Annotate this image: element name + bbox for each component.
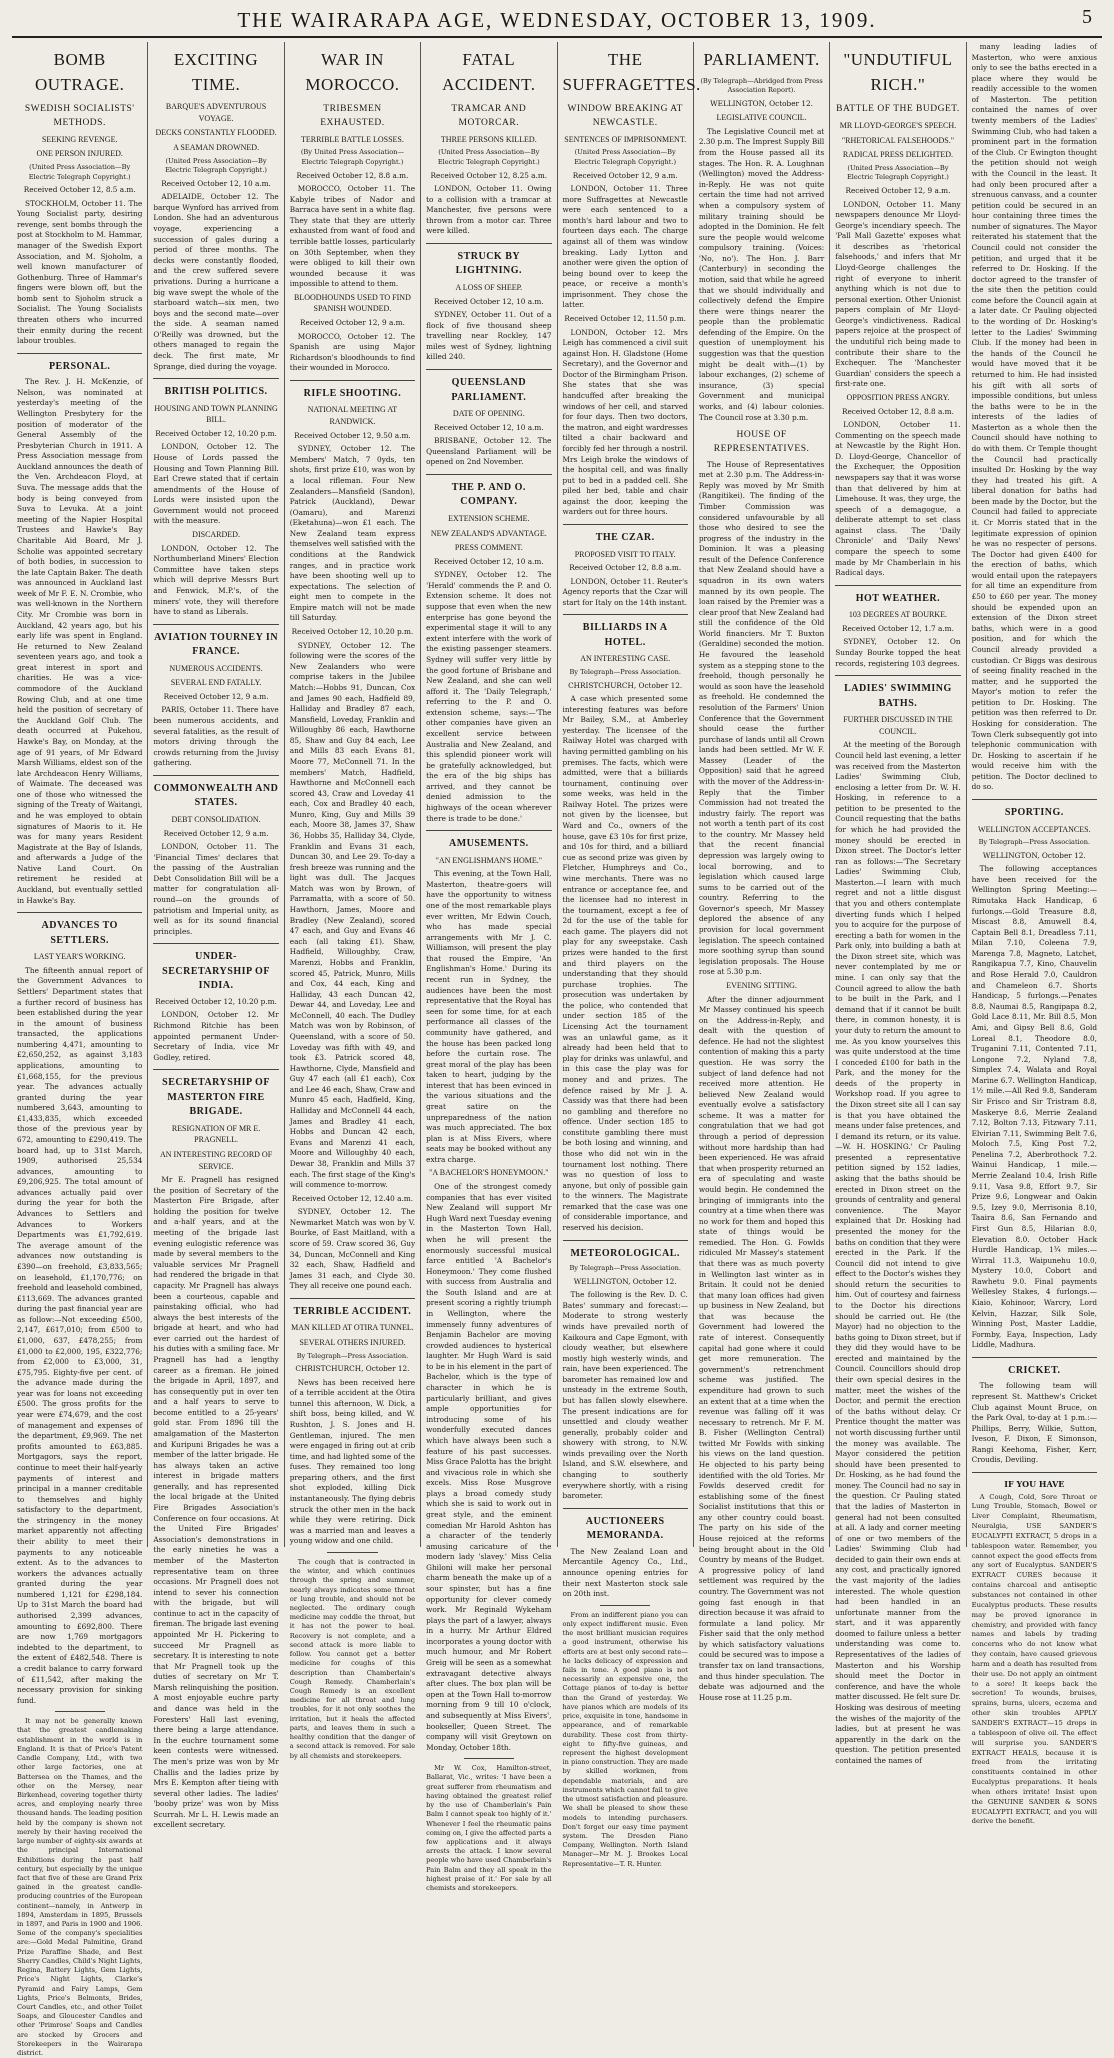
subhead: WINDOW BREAKING AT NEWCASTLE. — [567, 104, 683, 129]
subhead: LAST YEAR'S WORKING. — [33, 952, 126, 962]
credit-line: (By Telegraph—Abridged from Press Association Report). — [700, 76, 823, 95]
article-text: SYDNEY, October 12. The following were the scores of the New Zealanders who were comprise takers in the Jubilee Match:—Hobbs 91, Duncan, Cox and James 90 each, Hadfield 89, Halliday and Bradley 87 each, Mansfield, Loveday, Franklin and Willoughby 86 each, Hawthorne 85, Shaw and Guy 84 each, Lee and Mills 83 each Evans 81, Moore 77, McConnell 71. In the members' Match, Hadfield, Hawthorne and McConnell each scored 43, Craw and Loveday 41 each, Cox and Bradley 40 each, Munro, King, Guy and Mills 39 each, Moore 38, James 37, Shaw 36, Hobbs 35, Halliday 34, Clyde, Franklin and Evans 31 each, Duncan 30, and Lee 29. To-day a fresh breeze was running and the light was dull. The Jacques Match was won by Brown, of Parramatta, with a score of 50. Hawthorn, James, Moore and Bradley (New Zealand), scored 47 each, and Guy and Evans 46 each (all taking £1). Shaw, Hadfield, Willoughby, Craw, Marenzi, Hobbs and Franklin, scored 45, Patrick, Munro, Mills and Cox, 44 each, King and Halliday, 43 each Duncan 42, Dewar 44, and Loveday, Lee and McConnell, 40 each. The Dudley Match was won by Robinson, of Queensland, with a score of 50. Loveday was fifth with 49, and took £3. Patrick scored 48, Hawthorne, Clyde, Mansfield and Guy 47 each (all £1 each), Cox and Lee 46 each, Shaw, Craw and Munro 45 each, Hadfield, King, Halliday and McConnell 44 each, James and Bradley 41 each, Hobbs and Duncan 42 each, Evans and Marenzi 41 each, Moore and Willoughby 40 each, Dewar 38, Franklin and Mills 37 each. The first stage of the King's will commence to-morrow. — [289, 640, 416, 1190]
advertisement-text: Mr W. Cox, Hamilton-street, Ballarat, Vic., writes: 'I have been a great sufferer from rheumatism and having obtained the greatest relief by the use of Chamberlain's Pain Balm I cannot speak too highly of it.' Whenever I feel the rheumatic pains coming on, I give the affected parts a few applications and it always arrests the attack. I know several people who have used Chamberlain's Pain Balm and they all speak in the highest praise of it.' For sale by all chemists and storekeepers. — [426, 1764, 552, 1893]
headline-undutiful-rich: "UNDUTIFUL RICH." — [843, 50, 953, 94]
credit-line: (United Press Association—By Electric Telegraph Copyright.) — [437, 148, 540, 166]
subhead: AN INTERESTING RECORD OF SERVICE. — [159, 1149, 273, 1171]
headline-rifle-shooting: RIFLE SHOOTING. — [303, 387, 402, 399]
subhead: LEGISLATIVE COUNCIL. — [716, 113, 807, 123]
article-text: At the meeting of the Borough Council held last evening, a letter was received from the Masterton Ladies' Swimming Club, enclosing a letter from Dr. W. H. Hosking, in reference to a petition to be presented to the Council requesting that the baths for which he had provided the money should be erected in Dixon street. The Doctor's letter ran as follows:—'The Secretary Ladies' Swimming Club, Masterton.—I learn with much regret and not a little disgust that you and others contemplate diverting funds which I helped you to acquire for the purpose of erecting a bath for women in the Park only, into building a bath at the Dixon street site, which was never contemplated by me or mine. I can only say that the Council agreed to allow the bath to be built in the Park, and I demand that if it cannot be built there, in common honesty, it is your duty to return the amount to me. As you know yourselves this was quite understood at the time I conceded £100 for bath in the Park, and the money for the deeds of the property in Workshop road. If you agree to the Dixon street site all I can say is that you have obtained the means under false pretences, and I demand its return, or its value.—W. H. HOSKING.' Cr Pauling presented a representative petition signed by 152 ladies, asking that the baths should be erected in Dixon street on the grounds of centrality and general convenience. The Mayor explained that Dr. Hosking had presented the money for the baths on condition that they were erected in the Park. If the Council did not intend to give effect to the Doctor's wishes they should return the securities to him. Out of courtesy and fairness to the Doctor his directions should be carried out. He (the Mayor) had no objection to the baths going to Dixon street, but if they did they would have to be erected and maintained by the Council. Councillors should drop their own special desires in the matter, meet the wishes of the Doctor, and permit the erection of the baths without delay. Cr Prentice thought the matter was not worth discussing further until the money was available. The Mayor considered the petition should have been presented to Dr. Hosking, as he had found the money. The Council had no say in the question. Cr Pauling stated that the ladies of Masterton in general had not been consulted at all. A lady and corner meeting of one or two members of the Ladies' Swimming Club had decided to gain their own ends at any cost, and practically ignored the vast majority of the ladies interested. The whole question had been handled in an unfortunate manner from the start, and it was apparently doomed to failure unless a better understanding was come to. Representatives of the ladies of Masterton and his Worship should meet the Doctor in conference, and have the whole matter discussed. He felt sure Dr. Hosking was desirous of meeting the wishes of the majority of the ladies, but at present he was apparently in the dark on the question. The petition presented contained the names of — [835, 740, 961, 1765]
subhead: NUMEROUS ACCIDENTS. — [169, 663, 263, 673]
dateline: Received October 12, 10 a.m. — [434, 556, 544, 566]
article-text: A case which presented some interesting features was before Mr Bailey, S.M., at Amberley yesterday. The licensee of the Railway Hotel was charged with having permitted gambling on his premises. The facts, which were admitted, were that a billiards tournament, continuing over some weeks, was held in the Railway Hotel. The prizes were not given by the licensee, but Ward and Co., owners of the house, gave £3 10s for first prize, and 10s for third, and a billiard cue as second prize was given by Fletcher, Humphreys and Co., wine merchants. There was no entrance or acceptance fee, and the licensee had no interest in the tournament, except a fee of 2d for the use of the table for each game. The players did not play for any sweepstake. Cash prizes were handed to the first and third players on the understanding that they should purchase trophies. The prosecution was undertaken by the police, who contended that under section 185 of the Licensing Act the tournament was an unlawful game, as it already had been held that to play for drinks was unlawful, and in this case the play was for money and and prizes. The defence raised by Mr J. A. Cassidy was that there had been no gambling and therefore no offence. Under section 185 to constitute gambling there must be both losing and winning, and those who did not win in the tournament lost nothing. There was no question of loss to anyone, but only of possible gain to the winners. The Magistrate remarked that the case was one of considerable importance, and reserved his decision. — [562, 694, 688, 1233]
article-text-continued: many leading ladies of Masterton, who were anxious only to see the baths erected in a place where they would be readily accessible to the women of Masterton. The petition contained the names of over twenty members of the Ladies' Swimming Club, who had taken a prominent part in the formation of the Club. Cr Ewington thought the petition should not weigh with the Council in the least. It had only been procured after a strenuous canvass, and a counter petition could be secured in an hour containing three times the number of signatures. The Mayor reiterated his statement that the Council could not consider the petition, and urged that it be referred to Dr. Hosking. If the doctor agreed to the transfer of the site then the petition could come before the Council again at a later date. Cr Pauling objected to the wording of Dr. Hosking's letter to the Ladies' Swimming Club. If the money had been in the hands of the Council he would have moved that it be returned to him. He had insisted his gift with all sorts of impossible conditions, but unless the baths were to be in the interests of the ladies of Masterton as a whole then the Council should have nothing to do with them. Cr Temple thought the Council had practically insulted Dr. Hosking by the way they had treated his gift. A liberal donation for baths had been made by the Doctor, but the Council had failed to appreciate it. Cr Morris stated that in the legitimate expression of opinion he was no respecter of persons. The Doctor had given £400 for the erection of baths, which would entail upon the ratepayers for all time an expenditure from £50 to £60 per year. The money should be expended upon an extension of the Dixon street baths, which were in a good position, and for which the Council already provided a custodian. Cr Biggs was desirous of seeing finality reached in the matter, and he supported the Mayor's motion to refer the petition to Dr. Hosking. The petition was then referred to Dr. Hosking for consideration. The Town Clerk subsequently got into telephonic communication with Dr. Hosking to ascertain if he would receive him with the petition. The Doctor declined to do so. — [971, 42, 1097, 792]
divider — [426, 830, 551, 831]
article-text: SYDNEY, October 12. The Members' Match, 7 0yds, ten shots, first prize £10, was won by a local rifleman. Four New Zealanders—Mansfield (Sandon), Patrick (Auckland), Dewar (Oamaru), and Marenzi (Eketahuna)—won £1 each. The New Zealand team express themselves well satisfied with the conditions at the Randwick ranges, and in practice work have been shooting well up to expectations. The selection of eight men to compete in the Empire match will not be made till Saturday. — [289, 444, 416, 623]
headline-p-and-o-company: THE P. AND O. COMPANY. — [451, 481, 526, 508]
subhead: MAN KILLED AT OTIRA TUNNEL. — [291, 1323, 414, 1333]
subhead: OPPOSITION PRESS ANGRY. — [846, 392, 950, 402]
headline-personal: PERSONAL. — [48, 360, 111, 372]
subhead: DECKS CONSTANTLY FLOODED. — [155, 128, 277, 138]
article-text: LONDON, October 12. Mrs Leigh has commenced a civil suit against Hon. H. Gladstone (Home Secretary), and the Governor and Doctor of the Birmingham Prison. She states that she was handcuffed after breaking the windows of her cell, and starved for four days. Then two doctors, the matron, and eight wardresses tilted a chair backward and forcibly fed her through a nostril. Mrs Leigh broke the windows of the hospital cell, and was finally put to bed in a padded cell. She piled her bed, table and chair against the door, keeping the warders out for three hours. — [562, 327, 688, 517]
divider — [972, 799, 1097, 800]
headline-ladies-swimming-baths: LADIES' SWIMMING BATHS. — [844, 683, 952, 709]
column-4 — [421, 42, 557, 1893]
article-text: After the dinner adjournment Mr Massey continued his speech on the Address-in-Reply, and dealt with the question of defence. He had not the slightest contention of making this a party question. He was sorry the subject of land defence had not received more attention. He believed New Zealand would eventually evolve a satisfactory scheme. It was a matter for congratulation that we had got through a period of depression without more hardship than had been experienced. He was afraid that when prosperity returned an era of speculating and waste would begin. He condemned the bringing of immigrants into the country at a time when there was no work for them and hoped this state of things would be remedied. The Hon. G. Fowlds ridiculed Mr Massey's statement that there was as much poverty in Wellington last winter as in Britain. It could not be denied that many loan offices had given up business in New Zealand, but that was because the Government had lowered the rate of interest. Consequently capital had gone where it could get more remuneration. The government's retrenchment scheme was justified. The expenditure had grown to such an extent that at a time when the revenue was falling off it was necessary to retrench. Mr F. M. B. Fisher (Wellington Central) twitted Mr Fowlds with sinking his views on the land question. He objected to his party being identified with the old Tories. Mr Fowlds deserved credit for establishing some of the finest Socialist institutions that this or any other country could boast. The party on his side of the House rejoiced at the reforms being brought about in the Old Country by means of the Budget. A progressive policy of land settlement was required by the country. The Government was not going fast enough in that direction because it was afraid to formulate a land policy. Mr Fisher said that the only method by which satisfactory valuations could be secured was to impose a transfer tax on land transactions, and thus hinder speculation. The debate was adjourned and the House rose at 11.25 p.m. — [698, 994, 825, 1702]
divider — [972, 1472, 1097, 1473]
credit-line: By Telegraph—Press Association. — [569, 668, 681, 676]
subhead: EXTENSION SCHEME. — [448, 513, 530, 523]
headline-sporting: SPORTING. — [1004, 807, 1064, 819]
subhead: DEBT CONSOLIDATION. — [171, 814, 261, 824]
subhead: ONE PERSON INJURED. — [36, 149, 123, 159]
subhead: MR LLOYD-GEORGE'S SPEECH. — [839, 121, 957, 131]
headline-the-czar: THE CZAR. — [595, 532, 655, 543]
divider — [972, 1357, 1097, 1358]
dateline: Received October 12, 10.20 p.m. — [291, 627, 414, 637]
article-text: The following acceptances have been received for the Wellington Spring Meeting:— Rimutaka Hack Handicap, 6 furlongs.—Gold Treasure 8.8, Miscast 8.8, Amuwell 8.4, Captain Bell 8.1, Dreadless 7.11, Milan 7.10, Coleena 7.9, Marenga 7.8, Magneto, Latchet, Rangikapua 7.7, Kino, Chauvelin and Rose Herald 7.0, Cauldron and Chameleon 6.7. Shorts Handicap, 5 furlongs.—Penates 8.8, Naumai 8.5, Rangipapa 8.2, Gold Lace 8.11, Mr. Bill 8.5, Mon Ami, and Gipsy Bell 8.6, Gold Loreal 8.1, Theodore 8.0, Truganini 7.11, Contented 7.11, Longone 7.2, Nyland 7.8, Simplex 7.4, Walata and Royal Marine 6.7. Wellington Handicap, 1½ mile.—All Red 9.8, Sanderam Sir Frisco and Sir Tristram 8.8, Maskerye 8.6, Merrie Zealand 7.12, Bolton 7.13, Fitzwary 7.11, Elvirian 7.11, Swimming Belt 7.6, Moloch 7.5, King Post 7.2, Penelina 7.2, Aberbrothock 7.2. Wainui Handicap, 1 mile.—Merrie Zealand 10.4, Irish Rifle 9.11, Vasa 9.8, Effort 9.7, Sir Prize 9.6, Longwear and Oakin 9.5, Izey 9.0, Merrisonia 8.10, Taaira 8.6, San Fernando and First Gun 8.5, Hilarian 8.0, Elevation 8.0. October Hack Hurdle Handicap, 1¾ miles.—Wirral 11.3, Waipunehu 10.0, Mystery 10.0, Cobort and Rawhetu 9.0. Final payments Wellesley Stakes, 4 furlongs.—Kiaio, Kohinoor, Warcry, Lord Kelvin, Hazzar, Silk Sole, Winning Post, Master Laddie, Formby, Eaya, Inspection, Lady Liddle, Madhura. — [971, 864, 1097, 1350]
article-text: One of the strongest comedy companies that has ever visited New Zealand will support Mr Hugh Ward next Tuesday evening in the Masterton Town Hall, when he will present the enormously successful musical farce entitled 'A Bachelor's Honeymoon.' They come flushed with success from Australia and the South Island and are at present scoring a rightly triumph in Wellington, where the immensely funny adventures of Benjamin Bachelor are moving crowded audiences to hysterical laughter. Mr Hugh Ward is said to be in his element in the part of Bachelor, which is the type of character in which he is particularly brilliant, and gives ample opportunities for introducing some of his wonderfully executed dances which have always been such a feature of his past successes. Miss Grace Palotta has the bright and vivacious role in which she excels. Miss Rose Musgrove plays a broad comedy study which she is said to work out in great style, and the eminent comedian Mr Harold Ashton has a character of the tenderly amusing caricature of the modern lady 'slavey.' Miss Celia Ghiloni will make her personal charm beneath the make up of a sour spinster, but has a fine opportunity for clever comedy work. Mr Reginald Wykeham plays the part of a lawyer, always in a hurry. Mr Arthur Eldred incorporates a young doctor with much humour, and Mr Robert Greig will be seen as a somewhat extravagant detective always after clues. The box plan will be open at the Town Hall to-morrow morning from 9 till 10 o'clock, and subsequently at Miss Eivers', bookseller, Queen Street. The company will visit Greytown on Monday, October 18th. — [426, 1182, 552, 1752]
subhead: "RHETORICAL FALSEHOODS." — [841, 135, 955, 145]
dateline: Received October 12, 11.50 p.m. — [564, 314, 686, 324]
subhead: EVENING SITTING. — [726, 980, 797, 990]
subhead: THREE PERSONS KILLED. — [440, 134, 537, 144]
subhead: NATIONAL MEETING AT RANDWICK. — [307, 405, 398, 427]
article-text: MOROCCO, October 11. The Kabyle tribes of Nador and Barraca have sent in a white flag. They state that they are utterly exhausted from want of food and terrible battle losses, particularly on 30th September, when they were obliged to kill their own wounded because it was impossible to attend to them. — [289, 184, 416, 289]
headline-amusements: AMUSEMENTS. — [448, 838, 529, 850]
article-text: SYDNEY, October 12. The Newmarket Match was won by V. Bourke, of East Maitland, with a score of 59. Craw scored 36, Guy 34, Duncan, McConnell and King 32 each, Shaw, Hadfield and James 31 each, and Clyde 30. They all receive one pound each. — [289, 1207, 416, 1291]
subhead: TRIBESMEN EXHAUSTED. — [320, 104, 385, 129]
column-6 — [694, 42, 830, 1702]
headline-terrible-accident: TERRIBLE ACCIDENT. — [293, 1305, 412, 1317]
advertisement-text: The cough that is contracted in the winter, and which continues through the spring and summer, nearly always indicates some throat or lung trouble, and should not be neglected. The ordinary cough medicine may coddle the throat, but it has not the power to heal. Recovery is not complete, and a second attack is more liable to follow. You cannot get a better medicine for coughs of this description than Chamberlain's Cough Remedy. Chamberlain's Cough Remedy is an excellent medicine for all throat and lung troubles, for it not only soothes the irritation, but it heals the affected parts, and leaves them in such a healthy condition that the danger of a second attack is removed. For sale by all chemists and storekeepers. — [289, 1557, 416, 1760]
dateline: Received October 12, 10 a.m. — [161, 178, 271, 188]
subhead: SEEKING REVENGE. — [41, 134, 118, 144]
divider — [835, 675, 960, 676]
headline-cricket: CRICKET. — [1008, 1364, 1061, 1376]
divider — [55, 1711, 105, 1712]
subhead: TRAMCAR AND MOTORCAR. — [451, 104, 527, 129]
article-text: SYDNEY, October 12. The 'Herald' commends the P. and O. Extension scheme. It does not suppose that even when the new enterprise has gone beyond the experimental stage it will to any extent interfere with the work of the existing passenger steamers. Sydney will suffer very little by the good fortune of Brisbane and New Zealand, and she can well afford it. The 'Daily Telegraph,' referring to the P. and O. extension scheme, says:—'The other companies have given an excellent service between Australia and New Zealand, and this splendid pioneer work will be gratefully acknowledged, but the era of the big ships has arrived, and they cannot be denied admission to the highways of the ocean wherever there is trade to be done.' — [426, 570, 552, 823]
article-text: LONDON, October 12. Mr Richmond Ritchie has been appointed permanent Under-Secretary of India, vice Mr Godley, retired. — [153, 1010, 279, 1062]
article-text: LONDON, October 11. Three more Suffragettes at Newcastle were each sentenced to a month's hard labour and two to fourteen days each. The charge against all of them was window breaking. Lady Lytton and another were given the option of being bound over to keep the peace, or receive a month's imprisonment. They chose the latter. — [562, 184, 688, 310]
dateline: Received October 12, 9 a.m. — [845, 185, 951, 195]
subhead: "AN ENGLISHMAN'S HOME." — [435, 855, 543, 865]
divider — [600, 1605, 650, 1606]
headline-exciting-time: EXCITING TIME. — [173, 50, 259, 94]
article-text: LONDON, October 11. Commenting on the speech made at Newcastle by the Right Hon. D. Lloyd-George, Chancellor of the Exchequer, the Opposition newspapers say that it was worse than that delivered by him at Limehouse. It was, they urge, the speech of a demagogue, a deliberate attempt to set class against class. The 'Daily Chronicle' and 'Daily News' compare the speech to some made by Mr Chamberlain in his Radical days. — [835, 420, 961, 578]
subhead: WELLINGTON ACCEPTANCES. — [978, 824, 1091, 834]
subhead: DATE OF OPENING. — [452, 409, 525, 419]
headline-queensland-parliament: QUEENSLAND PARLIAMENT. — [451, 377, 527, 403]
dateline: Received October 12, 8.25 a.m. — [430, 170, 548, 180]
dateline: CHRISTCHURCH, October 12. — [568, 680, 683, 690]
article-text: This evening, at the Town Hall, Masterton, theatre-goers will have the opportunity to witness one of the most remarkable plays ever written, Mr Edwin Couch, who has made special arrangements with Mr J. C. Williamson, will present the play that roused the Empire, 'An Englishman's Home.' During its recent run in Sydney, the audiences have been the most representative that the Royal has seen for some time, for at each performance all classes of the community have gathered, and the house has been packed long before the curtain rose. The great moral of the play has been taken to heart, judging by the interest that has been evinced in the various situations and the great satire on the unpreparedness of the nation was much appreciated. The box plan is at Miss Eivers, where seats may be booked without any extra charge. — [426, 869, 552, 1164]
column-5 — [558, 42, 701, 1868]
headline-bomb-outrage: BOMB OUTRAGE. — [34, 50, 125, 94]
divider — [563, 614, 688, 615]
headline-house-of-representatives: HOUSE OF REPRESENTATIVES. — [713, 430, 810, 454]
advertisement-title: IF YOU HAVE — [1004, 1478, 1065, 1489]
divider — [426, 243, 551, 244]
newspaper-columns — [12, 42, 1102, 2058]
masthead — [0, 0, 1114, 40]
subhead: FURTHER DISCUSSED IN THE COUNCIL. — [843, 715, 953, 736]
article-text: The House of Representatives met at 2.30 p.m. The Address-in-Reply was moved by Mr Smith (Rangitikei). The finding of the Timber Commission was considered unfavourable by all those who desired to see the progress of the industry in the Dominion. It was a pleasing result of the Defence Conference that New Zealand should have a squadron in its own waters manned by its own people. The loan raised by the Premier was a clear proof that New Zealand had still the confidence of the Old World financiers. Mr T. Buxton (Geraldine) seconded the motion. He favoured the leasehold system as a stepping stone to the freehold, though personally he would as soon have the leasehold as freehold. He condemned the resolution of the Farmers' Union Conference that the Government should cease the further purchase of lands until all Crown lands had been settled. Mr W. F. Massey (Leader of the Opposition) said that he agreed with the mover of the Address-in-Reply that the Timber Commission had not treated the industry fairly. The report was not worth a tenth part of its cost to the country. Mr Massey held that the recent financial depression was largely owing to local borrowing, and to legislation which caused large sums to be carried out of the country. Referring to the Governor's speech, Mr Massey deplored the absence of any provision for local government legislation. The speech contained more soothing syrup than sound legislation proposals. The House rose at 5.30 p.m. — [698, 459, 825, 977]
credit-line: (United Press Association—By Electric Telegraph Copyright.) — [846, 163, 949, 182]
divider — [153, 943, 278, 944]
article-text: PARIS, October 11. There have been numerous accidents, and several fatalities, as the result of motors driving through the crowds returning from the Juvisy gathering. — [153, 705, 279, 768]
divider — [426, 474, 551, 475]
credit-line: By Telegraph—Press Association. — [296, 1351, 409, 1360]
dateline: Received October 12, 9 a.m. — [163, 828, 269, 838]
article-text: LONDON, October 11. Owing to a collision with a tramcar at Manchester, five persons were thrown from a motor car. Three were killed. — [426, 184, 552, 236]
subhead: SWEDISH SOCIALISTS' METHODS. — [24, 104, 135, 129]
dateline: Received October 12, 9 a.m. — [299, 318, 405, 328]
advertisement-text: A Cough, Cold, Sore Throat or Lung Trouble, Stomach, Bowel or Liver Complaint, Rheumatism, Neuralgia, USE SANDER'S EUCALYPTI EXTRACT, 5 drops in a tablespoon water. Remember, you cannot expect the good effects from any sort of Eucalyptus. SANDER'S EXTRACT CURES because it contains charcoal and antiseptic substances not contained in other Eucalyptus products. These results may be proved ignorance in chemistry, and provided with fancy names and labels by trading concerns who do not know what they contain, have caused grievous harm and a death has resulted from their use. Do not apply an ointment to a sore! It keeps back the secretion! To wounds, bruises, sprains, burns, ulcers, eczema and other skin troubles APPLY SANDER'S EXTRACT—15 drops in a tablespoon of olive oil. The effect will surprise you. SANDER'S EXTRACT HEALS, because it is freed from the irritating constituents contained in other Eucalyptus preparations. It heals when others irritate! Insist upon the GENUINE SANDER & SONS EUCALYPTI EXTRACT, and you will derive the benefit. — [971, 1492, 1097, 1826]
article-text: SYDNEY, October 12. On Sunday Bourke topped the heat records, registering 103 degrees. — [835, 637, 961, 668]
headline-war-in-morocco: WAR IN MOROCCO. — [305, 50, 400, 94]
divider — [17, 353, 142, 354]
article-text: LONDON, October 12. The House of Lords passed the Housing and Town Planning Bill. Earl Crewe stated that if certain amendments of the House of Lords were insisted upon the Government would not proceed with the measure. — [153, 442, 279, 526]
column-2 — [148, 42, 284, 1830]
headline-struck-by-lightning: STRUCK BY LIGHTNING. — [455, 250, 523, 277]
dateline: Received October 12, 12.40 a.m. — [291, 1193, 414, 1203]
dateline: Received October 12, 9.50 a.m. — [294, 430, 411, 440]
dateline: WELLINGTON, October 12. — [710, 98, 813, 108]
headline-commonwealth-and-states: COMMONWEALTH AND STATES. — [153, 782, 279, 809]
divider — [464, 1758, 514, 1759]
headline-auctioneers-memoranda: AUCTIONEERS MEMORANDA. — [585, 1515, 665, 1542]
dateline: WELLINGTON, October 12. — [573, 1276, 677, 1286]
article-text: MOROCCO, October 12. The Spanish are using Major Richardson's bloodhounds to find their wounded in Morocco. — [289, 331, 416, 373]
newspaper-title: THE WAIRARAPA AGE, WEDNESDAY, OCTOBER 13, 1909. — [237, 8, 877, 32]
dateline: Received October 12, 8.5 a.m. — [23, 185, 136, 195]
divider — [153, 378, 278, 379]
subhead: BLOODHOUNDS USED TO FIND SPANISH WOUNDED. — [294, 292, 411, 314]
article-text: The fifteenth annual report of the Government Advances to Settlers' Department states that a further record of business has been established during the year in the amount of business transacted, the applications numbering 4,471, amounting to £2,650,252, as against 3,183 applications, amounting to £1,668,155, for the previous year. The advances actually granted during the year numbered 3,643, amounting to £1,433,835, which exceeded those of the previous year by 672, amounting to £290,419. The board had, up to 31st March, 1909, authorised 25,534 advances, amounting to £9,206,925. The total amount of advances actually paid over during the year for both the Advances to Settlers and Advances to Workers Departments was £1,792,619. The average amount of the advances now outstanding is £390—on freehold, £3,833,565; on leasehold, £1,170,776; on freehold and leasehold combined, £113,669. The advances granted during the past financial year are as follow:—Not exceeding £500, 2,147, £617,010; from £500 to £1,000, 637, £478,255; from £1,000 to £2,000, 195, £322,776; from £2,000 to £3,000, 31, £75,795. Eighty-five per cent. of the advance made during the year was for loans not exceeding £500. The gross profits for the year were £74,679, and the cost of management and expenses of the department, £9,969. The net profits amounted to £63,885. Mortgagors, says the report, continue to meet their half-yearly payments of interest and principal in a manner creditable to themselves and highly satisfactory to the department, the stringency in the money market apparently not affecting their ability to meet their payments to any noticeable extent. As to the advances to workers the advances actually granted during the year numbered 1,121 for £298,184. Up to 31st March the board had authorised 2,399 advances, amounting to £692,800. There are now 1,769 mortgagors indebted to the department, to the extent of £482,548. There is a credit balance to carry forward of £11,542, after making the necessary provision for sinking fund. — [17, 965, 143, 1705]
dateline: Received October 12, 9 a.m. — [163, 691, 269, 701]
headline-suffragettes: THE SUFFRAGETTES. — [562, 50, 701, 94]
credit-line: By Telegraph—Press Association. — [569, 1264, 681, 1273]
column-3 — [285, 42, 421, 1760]
subhead: AN INTERESTING CASE. — [580, 654, 671, 664]
credit-line: (United Press Association—By Electric Telegraph Copyright.) — [574, 148, 677, 166]
subhead: HOUSING AND TOWN PLANNING BILL. — [154, 403, 278, 425]
dateline: Received October 12, 10 a.m. — [434, 422, 544, 432]
divider — [563, 524, 688, 525]
dateline: Received October 12, 10.20 p.m. — [155, 996, 277, 1006]
divider — [327, 1552, 377, 1553]
headline-meteorological: METEOROLOGICAL. — [570, 1247, 680, 1259]
subhead: DISCARDED. — [192, 530, 240, 540]
headline-under-secretaryship: UNDER-SECRETARYSHIP OF INDIA. — [162, 951, 270, 992]
dateline: Received October 12, 10 a.m. — [434, 296, 544, 306]
headline-fatal-accident: FATAL ACCIDENT. — [442, 50, 536, 94]
credit-line: (United Press Association—By Electric Telegraph Copyright.) — [28, 163, 131, 181]
divider — [153, 624, 278, 625]
article-text: LONDON, October 11. The 'Financial Times' declares that the passing of the Australian Debt Consolidation Bill will be a matter for congratulation all-round—on the grounds of patriotism and Imperial unity, as well as for its sound financial principles. — [153, 842, 279, 936]
headline-hot-weather: HOT WEATHER. — [855, 592, 941, 604]
subhead: A SEAMAN DROWNED. — [173, 143, 260, 153]
subhead: SENTENCES OF IMPRISONMENT. — [564, 134, 687, 144]
subhead: SEVERAL END FATALLY. — [170, 678, 262, 688]
credit-line: (United Press Association—By Electric Telegraph Copyright.) — [165, 156, 267, 175]
subhead: RESIGNATION OF MR E. PRAGNELL. — [171, 1123, 261, 1145]
credit-line: By Telegraph—Press Association. — [978, 838, 1091, 847]
article-text: BRISBANE, October 12. The Queensland Parliament will be opened on 2nd November. — [426, 436, 552, 467]
article-text: Mr E. Pragnell has resigned the position of Secretary of the Masterton Fire Brigade, after holding the position for twelve and a-half years, and at the meeting of the brigade last evening eulogistic reference was made by several members to the valuable services Mr Pragnell had rendered the brigade in that capacity. Mr Pragnell has always been a courteous, capable and painstaking official, who had always the best interests of the brigade at heart, and who had ever carried out the hardest of his duties with a smiling face. Mr Pragnell has had a lengthy career as a fireman. He joined the brigade in April, 1897, and has consequently put in over ten and a half years to serve to become entitled to a 25-years' gold star. From 1896 till the amalgamation of the Masterton and Kuripuni Brigades he was a member of the latter brigade. He has always taken an active interest in brigade matters generally, and has represented the local brigade at the United Fire Brigades Association's Conference on four occasions. At the United Fire Brigades' Association's demonstrations in the early nineties he was a member of the Masterton representative team on three occasions. Mr Pragnell does not intend to sever his connection with the brigade, but will continue to act in the capacity of fireman. The brigade last evening appointed Mr H. Pickering to succeed Mr Pragnell as secretary. It is interesting to note that Mr Pragnell took up the duties of secretary on Mr T. Marsh relinquishing the position. A most enjoyable euchre party and dance was held in the Foresters' Hall last evening, there being a large attendance. In the euchre tournament some keen contests were witnessed. The men's prize was won by Mr Challis and the ladies prize by Mrs E. Kempton after tieing with several other ladies. The ladies' 'booby prize' was won by Miss Scurrah. Mr L. H. Lewis made an excellent secretary. — [153, 1175, 279, 1830]
dateline: Received October 12, 1.7 a.m. — [841, 623, 954, 633]
subhead: PRESS COMMENT. — [454, 543, 523, 553]
divider — [290, 380, 415, 381]
divider — [153, 775, 278, 776]
article-text: The following team will represent St. Matthew's Cricket Club against Mount Bruce, on the Park Oval, to-day at 1 p.m.:—Phillips, Berry, Wilkie, Sutton, Iveson, F. Dixon, E Simonson, Rangi Keehoma, Fisher, Kerr, Croudis, Deviling. — [971, 1381, 1097, 1465]
subhead: NEW ZEALAND'S ADVANTAGE. — [430, 528, 547, 538]
divider — [290, 1298, 415, 1299]
article-text: SYDNEY, October 11. Out of a flock of five thousand sheep travelling near Rockley, 147 miles west of Sydney, lightning killed 240. — [426, 310, 552, 362]
headline-parliament: PARLIAMENT. — [703, 50, 820, 69]
article-text: The New Zealand Loan and Mercantile Agency Co., Ltd., announce opening entries for their next Masterton stock sale on 20th inst. — [562, 1546, 688, 1599]
article-text: LONDON, October 11. Reuter's Agency reports that the Czar will start for Italy on the 14th instant. — [562, 576, 688, 607]
column-1 — [12, 42, 148, 2058]
divider — [426, 369, 551, 370]
credit-line: (By United Press Association—Electric Telegraph Copyright.) — [300, 148, 405, 166]
article-text: The Legislative Council met at 2.30 p.m. The Imprest Supply Bill from the House passed all its stages. The Hon. R. A. Loughnan (Wellington) moved the Address-in-Reply. He was not quite certain the time had not arrived when a compulsory system of military training should be adopted in the Dominion. He felt sure the people would welcome compulsory training. (Voices: 'No, no'). The Hon. J. Barr (Canterbury) in seconding the motion, said that while he agreed that we should individually and collectively defend the Empire there were things nearer the people than the problematic defending of the Empire. On the question of unemployment his suggestion was that the question might be dealt with—(1) by labour exchanges, (2) scheme of insurance, (3) special Government and municipal works, and (4) labour colonies. The Council rose at 3.30 p.m. — [698, 126, 825, 422]
masthead-rule — [12, 36, 1102, 38]
subhead: TERRIBLE BATTLE LOSSES. — [300, 134, 404, 144]
subhead: 103 DEGREES AT BOURKE. — [848, 610, 947, 620]
headline-aviation-tourney: AVIATION TOURNEY IN FRANCE. — [154, 631, 279, 658]
subhead: SEVERAL OTHERS INJURED. — [299, 1337, 406, 1347]
subhead: RADICAL PRESS DELIGHTED. — [842, 150, 954, 160]
headline-billiards-in-a-hotel: BILLIARDS IN A HOTEL. — [582, 622, 668, 648]
article-text: LONDON, October 12. The Northumberland Miners' Election Committee have taken steps which will deprive Messrs Burt and Fenwick, M.P.'s, of the miners' vote, they will therefore have to stand as Liberals. — [153, 543, 279, 617]
subhead: A LOSS OF SHEEP. — [455, 282, 523, 292]
dateline: Received October 12, 10.20 p.m. — [155, 428, 277, 438]
dateline: Received October 12, 8.8 a.m. — [569, 563, 682, 573]
dateline: Received October 12, 9 a.m. — [572, 170, 678, 180]
divider — [835, 585, 960, 586]
divider — [153, 1069, 278, 1070]
column-8 — [967, 42, 1102, 1826]
article-text: The Rev. J. H. McKenzie, of Nelson, was nominated at yesterday's meeting of the Wellington Presbytery for the position of moderator of the General Assembly of the Presbyterian Church in 1911. A Press Association message from Auckland announces the death of the Ven. Archdeacon Floyd, at Suva. The message adds that the body is being conveyed from Suva to Levuka. At a joint meeting of the Napier Hospital Trustees and Hawke's Bay Charitable Aid Board, Mr J. Scholie was appointed secretary of both bodies, in succession to the late Captain Baker. The death was announced in Auckland last week of Mr F. E. N. Crombie, who was well-known in the Northern City. Mr Crombie was born in Auckland, 42 years ago, but his early life was spent in England. He returned to New Zealand seventeen years ago, and took a great interest in sport and charities. He was a vice-commodore of the Auckland Rowing Club, and at one time held the position of secretary of the Auckland Golf Club. The death occurred at Pukehou, Hawke's Bay, on Monday, at the age of 91 years, of Mr Edward Marsh Williams, eldest son of the late Archdeacon Henry Williams, of Waimate. The deceased was one of those who witnessed the signing of the Treaty of Waitangi, and he was employed to obtain signatures of Maoris to it. He was for many years Resident Magistrate at the Bay of Islands, and afterwards a Judge of the Native Land Court. On retirement he resided at Auckland, but eventually settled in Hawke's Bay. — [17, 377, 143, 905]
dateline: CHRISTCHURCH, October 12. — [295, 1364, 410, 1374]
divider — [17, 912, 142, 913]
subhead: PROPOSED VISIT TO ITALY. — [574, 549, 676, 559]
dateline: Received October 12, 8.8 a.m. — [296, 170, 409, 180]
divider — [563, 1240, 688, 1241]
article-text: STOCKHOLM, October 11. The Young Socialist party, desiring revenge, sent bombs through the post at Stockholm to M. Hammar, manager of the Swedish Export Association, and M. Sjoholm, a well known manufacturer of Gothenburg. Three of Hammar's fingers were blown off, but the bomb sent to Sjoholm struck a Socialist. The Young Socialists threaten others who incurred their enmity during the recent labour troubles. — [17, 198, 143, 346]
advertisement-text: From an indifferent piano you can only expect indifferent music. Even the most brilliant musician requires a good instrument, otherwise his efforts are at best only second rate—he lacks delicacy of expression and fails in tone. A good piano is not necessarily an expensive one, the Cottage pianos of to-day is better than the Grand of yesterday. We have pianos which are models of its price, exquisite in tone, handsome in appearance, and of remarkable durability. These cost from thirty-eight to fifty-five guineas, and represent the highest development in piano construction. They are made by skilled workmen, from dependable materials, and are instruments which cannot fail to give the utmost satisfaction and pleasure. We shall be pleased to show these models to intending purchasers. Don't forget our easy time payment system. The Dresden Piano Company, Wellington. North Island Manager—Mr M. J. Brookes Local Representative—T. R. Hunter. — [562, 1610, 688, 1868]
dateline: WELLINGTON, October 12. — [982, 850, 1086, 860]
subhead: "A BACHELOR'S HONEYMOON." — [429, 1168, 549, 1178]
subhead: BATTLE OF THE BUDGET. — [836, 104, 960, 115]
headline-advances-to-settlers: ADVANCES TO SETTLERS. — [41, 920, 118, 946]
dateline: Received October 12, 8.8 a.m. — [841, 406, 954, 416]
article-text: News has been received here of a terrible accident at the Otira tunnel this afternoon, W. Dick, a shift boss, being killed, and W. Rushton, J. S. Jones and H. Gentleman, injured. The men were engaged in firing out at crib time, and had lighted some of the fuses. They remained too long preparing others, and the first shot exploded, killing Dick instantaneously. The flying debris struck the other men in the back while they were retiring. Dick was a married man and leaves a young widow and one child. — [289, 1377, 416, 1546]
page-number: 5 — [1082, 6, 1092, 28]
article-text: ADELAIDE, October 12. The barque Wynford has arrived from London. She had an adventurous voyage, experiencing a succession of gales during a period of three months. The decks were constantly flooded, and the crew suffered severe privations. During a hurricane a big wave swept the whole of the starboard watch—six men, two boys and the second mate—over the side. A seaman named O'Reilly was drowned, but the others managed to regain the deck. The first mate, Mr Sprange, died during the voyage. — [153, 192, 279, 371]
divider — [563, 1508, 688, 1509]
headline-british-politics: BRITISH POLITICS. — [164, 386, 268, 398]
subhead: BARQUE'S ADVENTUROUS VOYAGE. — [165, 102, 267, 123]
headline-fire-brigade-secretaryship: SECRETARYSHIP OF MASTERTON FIRE BRIGADE. — [162, 1077, 270, 1118]
article-text: The following is the Rev. D. C. Bates' summary and forecast:—Moderate to strong westerly winds have prevailed north of Kaikoura and Cape Egmont, with cloudy weather, but elsewhere mostly high westerly winds, and rain, have been experienced. The barometer has remained low and unsteady in the extreme South, but has fallen slowly elsewhere. The present indications are for unsettled and cloudy weather generally, probably colder and showery with strong, to N.W. winds prevailing over the North Island, and S.W. elsewhere, and changing to southerly everywhere shortly, with a rising barometer. — [562, 1290, 688, 1501]
advertisement-text: It may not be generally known that the greatest candlemaking establishment in the world is in England. It is that of Price's Patent Candle Company, Ltd., with two other large factories, one at Battersea on the Thames, and the other on the Mersey, near Birkenhead, covering together thirty acres, and employing nearly three thousand hands. The leading position held by the company is shown not merely by their having received the large number of eighty-six awards at the principal International Exhibitions during the past half century, but especially by the unique fact that five of these are Grand Prix gained in the greatest candle-producing countries of the European continent—namely, in Antwerp in 1894, Amsterdam in 1895, Brussels in 1897, and Paris in 1900 and 1906. Some of the company's specialities are:—Gold Medal Palmitine, Grand Prize Paraffine Shade, and Best Sherry Candles, Child's Night Lights, Regina, Battery Lights, Gem Lights, Price's Night Lights, Clarke's Pyramid and Fairy Lamps, Gem Lights, Price's Belmonts, Brides, Court Candles, etc., and other Toilet Soaps, and Gloucester Candles and other 'Primrose' Soaps and Candles are stocked by Grocers and Storekeepers in the Wairarapa district. — [17, 1717, 143, 2058]
column-7 — [830, 42, 966, 1765]
article-text: LONDON, October 11. Many newspapers denounce Mr Lloyd-George's incendiary speech. The 'Pall Mall Gazette' exposes what it describes as 'rhetorical falsehoods,' and infers that Mr Lloyd-George challenges the right of everyone to inherit anything which is not due to personal exertion. Other Unionist papers complain of Mr Lloyd-George's vindictiveness. Radical papers rejoice at the prospect of the undutiful rich being made to contribute their share to the Exchequer. The 'Manchester Guardian' considers the speech a first-rate one. — [835, 199, 961, 389]
